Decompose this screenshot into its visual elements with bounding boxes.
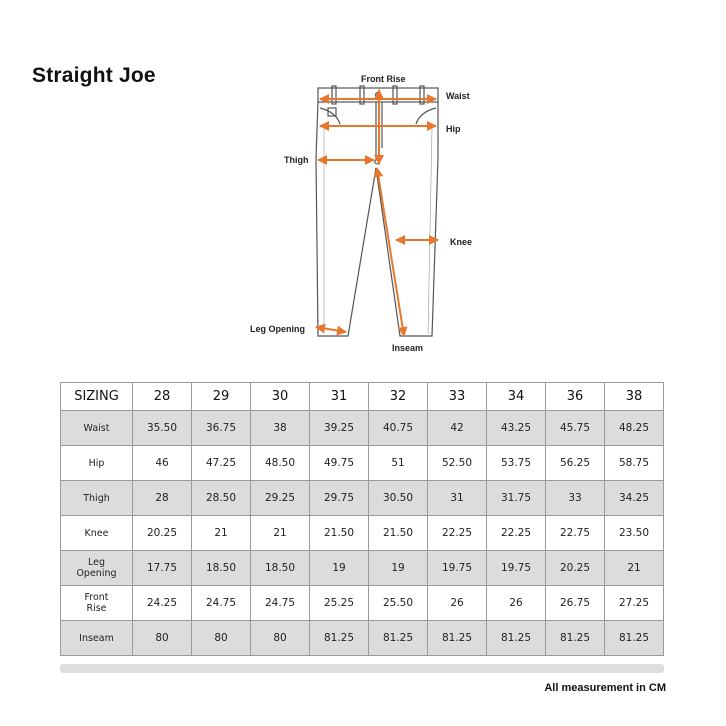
table-cell: 21 [251,516,310,551]
jeans-outline [316,86,438,336]
table-cell: 19.75 [428,551,487,586]
table-row [61,516,664,551]
table-cell: 23.50 [605,516,664,551]
thigh-label: Thigh [284,155,309,165]
row-label: Front Rise [61,586,133,621]
table-cell: 17.75 [133,551,192,586]
table-cell: 39.25 [310,411,369,446]
page-title: Straight Joe [32,64,156,87]
table-cell: 40.75 [369,411,428,446]
size-header: 38 [605,383,664,411]
size-header: 31 [310,383,369,411]
table-cell: 42 [428,411,487,446]
row-label: Knee [61,516,133,551]
table-cell: 19 [369,551,428,586]
table-row [61,551,664,586]
size-header: 29 [192,383,251,411]
size-header: 33 [428,383,487,411]
table-cell: 19 [310,551,369,586]
table-cell: 26.75 [546,586,605,621]
table-cell: 80 [133,621,192,656]
table-cell: 34.25 [605,481,664,516]
table-row [61,446,664,481]
table-cell: 80 [192,621,251,656]
size-header-row [61,383,664,411]
table-cell: 29.25 [251,481,310,516]
jeans-measurement-diagram [240,68,480,358]
table-cell: 21.50 [369,516,428,551]
row-label: Thigh [61,481,133,516]
table-cell: 36.75 [192,411,251,446]
table-cell: 31.75 [487,481,546,516]
horizontal-scrollbar[interactable] [60,664,664,673]
inseam-arrow [377,168,404,336]
table-cell: 26 [487,586,546,621]
table-cell: 81.25 [428,621,487,656]
table-cell: 21 [605,551,664,586]
table-row [61,621,664,656]
table-cell: 43.25 [487,411,546,446]
table-cell: 28.50 [192,481,251,516]
table-row [61,411,664,446]
sizing-header: SIZING [61,383,133,411]
table-cell: 18.50 [192,551,251,586]
leg-opening-label: Leg Opening [250,324,305,334]
table-cell: 18.50 [251,551,310,586]
table-cell: 46 [133,446,192,481]
table-cell: 20.25 [546,551,605,586]
size-header: 28 [133,383,192,411]
row-label: Waist [61,411,133,446]
table-cell: 81.25 [369,621,428,656]
table-cell: 24.75 [192,586,251,621]
table-cell: 81.25 [546,621,605,656]
measurement-arrows [316,90,438,336]
table-cell: 21.50 [310,516,369,551]
table-cell: 51 [369,446,428,481]
inseam-label: Inseam [392,343,424,353]
table-cell: 28 [133,481,192,516]
table-cell: 25.50 [369,586,428,621]
table-cell: 81.25 [487,621,546,656]
row-label: Inseam [61,621,133,656]
row-label: Leg Opening [61,551,133,586]
table-cell: 35.50 [133,411,192,446]
size-header: 30 [251,383,310,411]
size-header: 36 [546,383,605,411]
table-cell: 81.25 [605,621,664,656]
table-cell: 22.25 [428,516,487,551]
table-cell: 81.25 [310,621,369,656]
table-cell: 30.50 [369,481,428,516]
table-cell: 24.75 [251,586,310,621]
table-cell: 19.75 [487,551,546,586]
front-rise-label: Front Rise [361,74,406,84]
table-cell: 26 [428,586,487,621]
table-cell: 25.25 [310,586,369,621]
table-cell: 49.75 [310,446,369,481]
leg-opening-arrow [316,327,346,332]
table-cell: 31 [428,481,487,516]
table-cell: 21 [192,516,251,551]
table-cell: 53.75 [487,446,546,481]
size-header: 34 [487,383,546,411]
measurement-note: All measurement in CM [544,682,666,694]
table-cell: 33 [546,481,605,516]
table-cell: 48.25 [605,411,664,446]
hip-label: Hip [446,124,461,134]
size-table [60,382,664,656]
table-row [61,481,664,516]
table-cell: 58.75 [605,446,664,481]
table-cell: 22.75 [546,516,605,551]
table-cell: 80 [251,621,310,656]
table-cell: 48.50 [251,446,310,481]
table-cell: 47.25 [192,446,251,481]
size-chart [60,382,664,656]
table-row [61,586,664,621]
waist-label: Waist [446,91,470,101]
table-cell: 45.75 [546,411,605,446]
knee-label: Knee [450,237,473,247]
table-cell: 56.25 [546,446,605,481]
table-cell: 29.75 [310,481,369,516]
table-cell: 52.50 [428,446,487,481]
table-cell: 38 [251,411,310,446]
size-header: 32 [369,383,428,411]
table-cell: 27.25 [605,586,664,621]
table-cell: 24.25 [133,586,192,621]
table-cell: 20.25 [133,516,192,551]
row-label: Hip [61,446,133,481]
table-cell: 22.25 [487,516,546,551]
